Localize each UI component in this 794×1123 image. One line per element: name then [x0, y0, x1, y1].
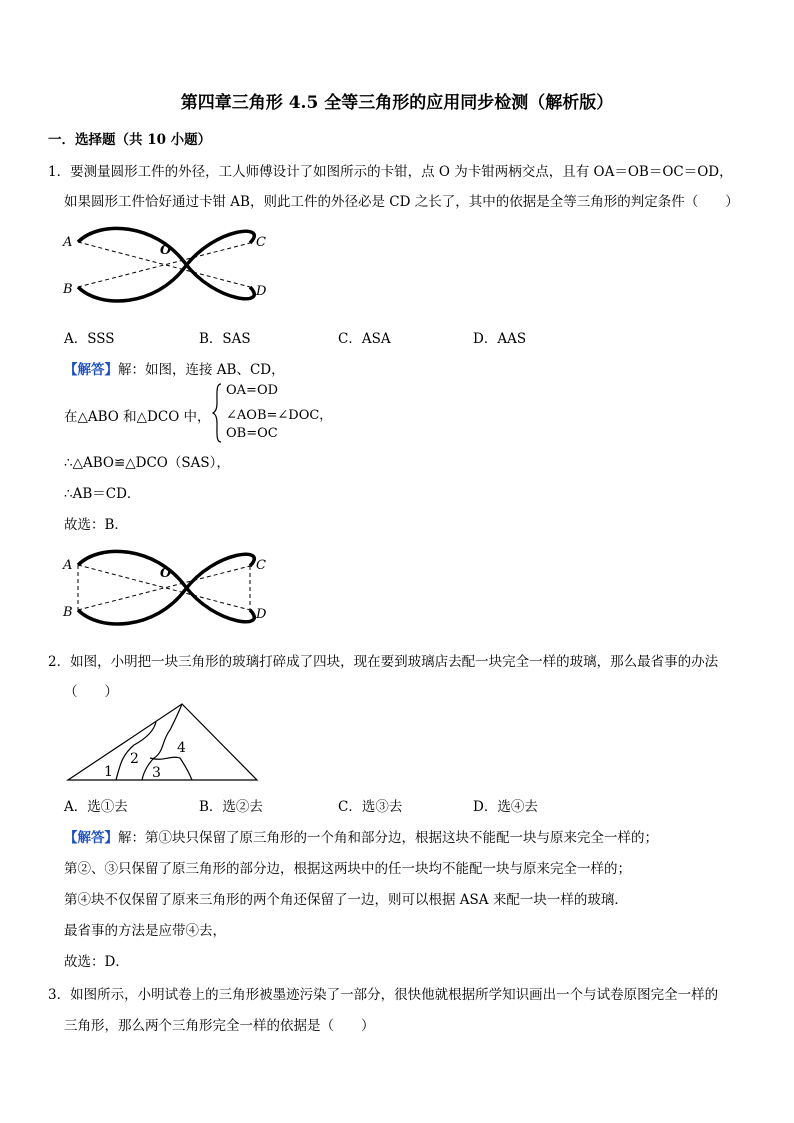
- caliper-arm-a: [78, 228, 254, 298]
- piece-label-4: 4: [177, 740, 186, 756]
- caliper-figure-1: [60, 215, 280, 315]
- q1-stem-line1: 1．要测量圆形工件的外径，工人师傅设计了如图所示的卡钳，点 O 为卡钳两柄交点，且有 OA＝OB＝OC＝OD，: [48, 164, 733, 180]
- caliper2-arm-b: [78, 554, 254, 624]
- q2-stem-line2: （ ）: [64, 684, 118, 700]
- q2-stem-line1: 2．如图，小明把一块三角形的玻璃打碎成了四块，现在要到玻璃店去配一块完全一样的玻璃，那么最省事的办法: [48, 654, 719, 670]
- caliper2-arm-a: [78, 551, 254, 621]
- label-d: D: [256, 284, 267, 299]
- crack-2: [142, 704, 182, 780]
- q2-solution-line4: 最省事的方法是应带④去，: [64, 923, 226, 939]
- q2-answer-tag: 【解答】: [64, 830, 118, 846]
- label2-b: B: [63, 605, 73, 620]
- system-row-1: OA=OD: [226, 383, 279, 398]
- caliper-arm-b: [78, 231, 254, 301]
- q2-solution-line3: 第④块不仅保留了原来三角形的两个角还保留了一边，则可以根据 ASA 来配一块一样的玻璃．: [64, 892, 628, 908]
- label-b: B: [63, 282, 73, 297]
- q1-option-a: A．SSS: [64, 331, 115, 347]
- q1-option-b: B．SAS: [199, 331, 251, 347]
- q2-option-d: D．选④去: [473, 799, 538, 815]
- piece-label-2: 2: [130, 751, 139, 767]
- q1-stem-line2: 如果圆形工件恰好通过卡钳 AB，则此工件的外径必是 CD 之长了，其中的依据是全等三角形的判定条件（ ）: [64, 194, 739, 210]
- q1-solution-line2: 在△ABO 和△DCO 中，: [64, 409, 211, 425]
- q1-solution-text1: 解：如图，连接 AB、CD，: [118, 362, 285, 378]
- q2-solution-line2: 第②、③只保留了原三角形的部分边，根据这两块中的任一块均不能配一块与原来完全一样的；: [64, 861, 631, 877]
- q1-solution-line3: ∴△ABO≌△DCO（SAS），: [64, 455, 230, 471]
- q1-solution-line4: ∴AB＝CD．: [64, 486, 141, 502]
- brace-icon: [212, 383, 222, 443]
- label2-d: D: [256, 607, 267, 622]
- label2-c: C: [256, 558, 266, 573]
- q1-solution-line1: [64, 358, 285, 378]
- label-a: A: [63, 235, 73, 250]
- equation-system: [212, 383, 332, 445]
- system-row-3: OB=OC: [226, 426, 278, 441]
- label2-a: A: [63, 558, 73, 573]
- q1-solution-line5: 故选：B．: [64, 517, 128, 533]
- section-heading: 一．选择题（共 10 小题）: [48, 132, 212, 148]
- q1-answer-tag: 【解答】: [64, 362, 118, 378]
- q1-option-d: D．AAS: [473, 331, 527, 347]
- label2-o: O: [160, 566, 172, 581]
- piece-label-3: 3: [152, 765, 161, 781]
- q2-solution-text1: 解：第①块只保留了原三角形的一个角和部分边，根据这块不能配一块与原来完全一样的；: [118, 830, 658, 846]
- caliper-figure-2: [60, 538, 280, 638]
- q3-stem-line2: 三角形，那么两个三角形完全一样的依据是（ ）: [64, 1018, 375, 1034]
- system-row-2: ∠AOB=∠DOC，: [226, 408, 333, 423]
- q2-option-b: B．选②去: [199, 799, 263, 815]
- page-title: 第四章三角形 4.5 全等三角形的应用同步检测（解析版）: [180, 93, 614, 113]
- q1-option-c: C．ASA: [338, 331, 391, 347]
- piece-label-1: 1: [104, 764, 113, 780]
- glass-triangle: [68, 704, 257, 780]
- label-o: O: [160, 243, 172, 258]
- q2-option-c: C．选③去: [338, 799, 403, 815]
- q2-solution-line5: 故选：D．: [64, 954, 129, 970]
- broken-glass-figure: [62, 700, 262, 785]
- q2-option-a: A．选①去: [64, 799, 128, 815]
- label-c: C: [256, 235, 266, 250]
- q2-solution-line1: [64, 826, 658, 846]
- q3-stem-line1: 3．如图所示，小明试卷上的三角形被墨迹污染了一部分，很快他就根据所学知识画出一个与试卷原图完全一样的: [48, 987, 719, 1003]
